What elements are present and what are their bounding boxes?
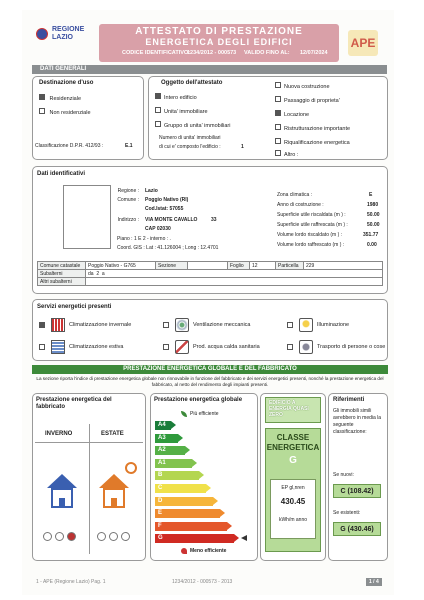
comune-catastale-label: Comune catastale — [38, 262, 86, 270]
globale-box — [150, 393, 258, 561]
servizio-label: Illuminazione — [317, 321, 350, 328]
smiley-good-icon — [97, 532, 106, 541]
checkbox-icon — [155, 121, 161, 127]
code-value: 1234/2012 - 000573 — [187, 50, 237, 56]
checkbox-icon — [287, 322, 293, 328]
checkbox-icon — [39, 344, 45, 350]
oggetto-passaggio-proprieta[interactable] — [275, 96, 340, 105]
smiley-good-icon — [43, 532, 52, 541]
footer-center: 1234/2012 - 000573 - 2013 — [172, 579, 233, 585]
oggetto-unita-immobiliare[interactable] — [155, 107, 208, 116]
class-arrow-a4: A4 — [155, 421, 171, 430]
classe-value: G — [289, 455, 297, 466]
zona-value: E — [369, 192, 373, 198]
nzeb-label: EDIFICIO A ENERGIA QUASI ZERO — [269, 400, 309, 418]
house-summer-icon — [99, 474, 129, 510]
oggetto-intero-edificio[interactable] — [155, 93, 197, 102]
vol-risc-value: 351.77 — [363, 232, 379, 238]
checkbox-icon — [275, 82, 281, 88]
servizio-label: Climatizzazione invernale — [69, 321, 132, 328]
oggetto-title: Oggetto dell'attestato — [161, 80, 223, 86]
altri-subalterni-value — [86, 278, 383, 286]
checkbox-checked-icon — [155, 93, 161, 99]
destinazione-title: Destinazione d'uso — [39, 80, 94, 86]
destinazione-non-residenziale[interactable] — [39, 108, 91, 117]
option-label: Locazione — [284, 112, 310, 118]
section-dati-generali: DATI GENERALI — [32, 65, 387, 74]
servizio-trasporto[interactable] — [287, 340, 385, 354]
servizio-label: Trasporto di persone o cose — [317, 343, 386, 350]
inverno-label: INVERNO — [45, 431, 73, 437]
option-label: Ristrutturazione importante — [284, 126, 351, 132]
catasto-table — [37, 261, 383, 286]
se-nuovi-label: Se nuovi: — [333, 472, 354, 478]
class-arrow-b: B — [155, 471, 199, 480]
class-arrow-g: G — [155, 534, 234, 543]
particella-label: Particella — [276, 262, 304, 270]
meno-efficiente-label — [181, 548, 226, 554]
checkbox-checked-icon — [39, 322, 45, 328]
checkbox-icon — [39, 108, 45, 114]
subalterni-label: Subalterni — [38, 270, 86, 278]
class-arrow-a3: A3 — [155, 434, 178, 443]
section-prestazione: PRESTAZIONE ENERGETICA GLOBALE E DEL FABBRICATO — [32, 365, 388, 374]
particella-value: 229 — [304, 262, 383, 270]
anno-value: 1980 — [367, 202, 379, 208]
vol-risc-label: Volume lordo riscaldato (m ) : — [277, 232, 343, 238]
class-arrow-a1: A1 — [155, 459, 192, 468]
oggetto-locazione[interactable] — [275, 110, 309, 119]
title-line1: ATTESTATO DI PRESTAZIONE — [135, 26, 303, 37]
piu-efficiente-text: Più efficiente — [190, 411, 219, 417]
checkbox-icon — [163, 322, 169, 328]
checkbox-icon — [287, 344, 293, 350]
flame-icon — [181, 548, 187, 554]
checkbox-checked-icon — [275, 110, 281, 116]
house-winter-icon — [47, 474, 77, 510]
servizio-clima-estiva[interactable] — [39, 340, 123, 354]
oggetto-altro[interactable] — [275, 150, 298, 159]
smiley-row-winter — [43, 532, 76, 541]
smiley-row-summer — [97, 532, 130, 541]
smiley-medium-icon — [55, 532, 64, 541]
fabbricato-box — [32, 393, 146, 561]
checkbox-icon — [275, 124, 281, 130]
piano-value: Piano : 1 E 2 - interno : . — [117, 236, 171, 242]
servizio-ventilazione[interactable] — [163, 318, 250, 332]
destinazione-residenziale[interactable] — [39, 94, 81, 103]
estate-label: ESTATE — [101, 431, 124, 437]
sezione-label: Sezione — [156, 262, 188, 270]
subalterni-cells — [86, 270, 383, 278]
comune-field-label: Comune : — [117, 197, 139, 203]
piu-efficiente-label — [181, 411, 219, 417]
tap-icon — [175, 340, 189, 354]
identificativi-title: Dati identificativi — [37, 171, 86, 177]
oggetto-riqualificazione[interactable] — [275, 138, 350, 147]
sup-risc-label: Superficie utile riscaldata (m ) : — [277, 212, 346, 218]
valid-value: 12/07/2024 — [300, 50, 328, 56]
certificate-page — [22, 10, 394, 595]
riferimenti-text: Gli immobili simili avrebbero in media la seguente classificazione: — [333, 408, 382, 435]
da-value: 2 — [96, 270, 100, 277]
sup-raff-label: Superficie utile raffrescata (m ) : — [277, 222, 348, 228]
sezione-value — [188, 262, 228, 270]
fan-icon — [175, 318, 189, 332]
vol-raff-label: Volume lordo raffrescato (m ) : — [277, 242, 345, 248]
servizi-box — [32, 299, 388, 361]
table-row — [38, 270, 383, 278]
servizio-acqua-calda[interactable] — [163, 340, 260, 354]
identificativi-box — [32, 166, 388, 294]
foglio-label: Foglio — [228, 262, 250, 270]
checkbox-icon — [163, 344, 169, 350]
option-label: Intero edificio — [164, 95, 197, 101]
fabbricato-title: Prestazione energetica del fabbricato — [36, 397, 112, 410]
riferimenti-box — [328, 393, 388, 561]
smiley-bad-icon — [67, 532, 76, 541]
class-arrow-a2: A2 — [155, 446, 185, 455]
servizio-label: Prod. acqua calda sanitaria — [193, 343, 260, 350]
meno-efficiente-text: Meno efficiente — [190, 548, 227, 554]
servizio-label: Climatizzazione estiva — [69, 343, 124, 350]
servizio-illuminazione[interactable] — [287, 318, 349, 332]
class-arrow-e: E — [155, 509, 220, 518]
title-line2: ENERGETICA DEGLI EDIFICI — [145, 37, 293, 47]
classe-label: CLASSE ENERGETICA — [266, 433, 320, 452]
prestazione-intro: La sezione riporta l'indice di prestazione energetica globale non rinnovabile in funzione del fabbricato e dei servizi energetici presenti, nonché la prestazione energetica del fabbricato, al netto del rendimento degli impianti presenti. — [36, 376, 384, 387]
checkbox-icon — [275, 150, 281, 156]
table-row — [38, 278, 383, 286]
cap-value: CAP 02030 — [145, 226, 171, 232]
divider — [89, 424, 90, 554]
indirizzo-field-label: Indirizzo : — [117, 217, 139, 223]
table-row — [38, 262, 383, 270]
ape-logo: APE — [348, 30, 378, 56]
nzeb-box — [265, 397, 321, 423]
divider — [35, 442, 143, 443]
ep-label: EP gl,nren — [281, 485, 305, 491]
classe-panel — [265, 428, 321, 552]
servizio-clima-invernale[interactable] — [39, 318, 131, 332]
current-class-marker — [241, 535, 247, 541]
valid-label: VALIDO FINO AL: — [244, 50, 290, 56]
servizi-title: Servizi energetici presenti — [37, 304, 112, 310]
numero-unita-label2: di cui e' composto l'edificio : — [159, 144, 221, 150]
building-photo-placeholder — [63, 185, 111, 249]
anno-label: Anno di costruzione : — [277, 202, 324, 208]
se-esistenti-value: G (430.46) — [333, 522, 381, 536]
option-label: Unita' immobiliare — [164, 109, 208, 115]
coord-value: Coord. GIS : Lat : 41.126004 ; Long : 12.4701 — [117, 245, 219, 251]
ep-box — [270, 479, 316, 539]
indirizzo-field-value: VIA MONTE CAVALLO — [145, 217, 198, 223]
classificazione-value: E.1 — [125, 143, 133, 149]
option-label: Passaggio di proprieta' — [284, 98, 340, 104]
vol-raff-value: 0.00 — [367, 242, 377, 248]
altri-subalterni-label: Altri subalterni — [38, 278, 86, 286]
foglio-value: 12 — [250, 262, 276, 270]
comune-field-value: Poggio Nativo (RI) — [145, 197, 189, 203]
oggetto-box — [148, 76, 388, 160]
ep-unit: kWh/m anno — [278, 517, 308, 523]
option-label: Non residenziale — [49, 110, 91, 116]
checkbox-icon — [275, 138, 281, 144]
leaf-icon — [181, 411, 187, 417]
regione-label: REGIONE LAZIO — [52, 26, 85, 41]
se-nuovi-value: C (108.42) — [333, 484, 381, 498]
oggetto-gruppo-unita[interactable] — [155, 121, 230, 130]
footer-left: 1 - APE (Regione Lazio) Pag. 1 — [36, 579, 106, 585]
option-label: Altro : — [284, 152, 299, 158]
destinazione-box — [32, 76, 144, 160]
regione-logo — [36, 28, 48, 40]
zona-label: Zona climatica : — [277, 192, 313, 198]
sup-raff-value: 50.00 — [367, 222, 380, 228]
smiley-medium-icon — [109, 532, 118, 541]
se-esistenti-label: Se esistenti: — [333, 510, 361, 516]
a-label: a — [101, 270, 105, 277]
ac-icon — [51, 340, 65, 354]
da-label: da — [88, 270, 94, 277]
checkbox-checked-icon — [39, 94, 45, 100]
footer-page: 1 / 4 — [366, 578, 382, 586]
code-label: CODICE IDENTIFICATIVO: — [122, 50, 191, 56]
checkbox-icon — [275, 96, 281, 102]
sun-icon — [125, 462, 137, 474]
globale-title: Prestazione energetica globale — [154, 397, 243, 403]
option-label: Gruppo di unita' immobiliari — [164, 123, 231, 129]
regione-field-label: Regione : — [117, 188, 139, 194]
class-arrow-f: F — [155, 522, 227, 531]
option-label: Nuova costruzione — [284, 84, 330, 90]
elevator-icon — [299, 340, 313, 354]
class-arrow-d: D — [155, 497, 213, 506]
oggetto-nuova-costruzione[interactable] — [275, 82, 330, 91]
regione-field-value: Lazio — [145, 188, 158, 194]
ep-value: 430.45 — [280, 497, 306, 506]
smiley-bad-icon — [121, 532, 130, 541]
classe-box — [260, 393, 326, 561]
numero-unita-value: 1 — [241, 144, 244, 150]
radiator-icon — [51, 318, 65, 332]
oggetto-ristrutturazione[interactable] — [275, 124, 350, 133]
indirizzo-number-value: 33 — [211, 217, 217, 223]
riferimenti-title: Riferimenti — [333, 397, 365, 403]
servizio-label: Ventilazione meccanica — [193, 321, 251, 328]
option-label: Residenziale — [49, 96, 82, 102]
bulb-icon — [299, 318, 313, 332]
checkbox-icon — [155, 107, 161, 113]
sup-risc-value: 50.00 — [367, 212, 380, 218]
comune-catastale-value: Poggio Nativo - G765 — [86, 262, 156, 270]
option-label: Riqualificazione energetica — [284, 140, 350, 146]
classificazione-label: Classificazione D.P.R. 412/93 : — [35, 143, 104, 149]
codistat-value: Cod.Istat: 57055 — [145, 206, 184, 212]
numero-unita-label1: Numero di unita' immobiliari — [159, 135, 221, 141]
class-arrow-c: C — [155, 484, 206, 493]
